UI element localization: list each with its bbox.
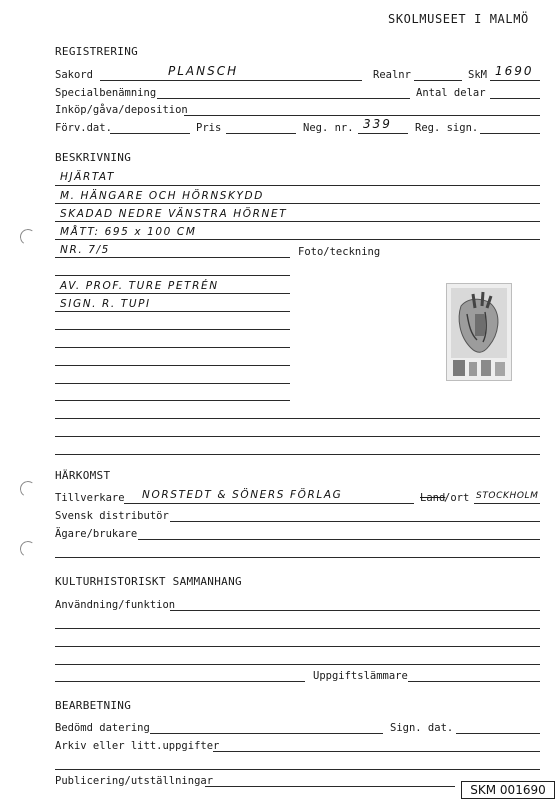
- publicering-line: [205, 786, 455, 787]
- realnr-label: Realnr: [373, 69, 411, 81]
- regsign-line: [480, 133, 540, 134]
- neg-label: Neg. nr.: [303, 122, 354, 134]
- arkiv-extra-line: [55, 769, 540, 770]
- uppgift-label: Uppgiftslämmare: [313, 670, 408, 682]
- desc-text-2: M. HÄNGARE OCH HÖRNSKYDD: [60, 190, 264, 202]
- ort-value: STOCKHOLM: [476, 491, 539, 501]
- land-label: Land: [420, 492, 446, 504]
- antal-line: [490, 98, 540, 99]
- ort-label: /ort: [444, 492, 470, 504]
- punch-hole-2: [19, 480, 38, 499]
- anvandning-label: Användning/funktion: [55, 599, 176, 611]
- section-harkomst: HÄRKOMST: [55, 469, 111, 482]
- pris-label: Pris: [196, 122, 222, 134]
- desc-line-5: [55, 257, 290, 258]
- desc-line-1: [55, 185, 540, 186]
- kultur-line-4: [55, 664, 540, 665]
- foto-label: Foto/teckning: [298, 246, 381, 258]
- signdat-label: Sign. dat.: [390, 722, 454, 734]
- kultur-line-3: [55, 646, 540, 647]
- forv-line: [110, 133, 190, 134]
- heart-diagram-thumbnail: [447, 284, 511, 380]
- desc-line-12: [55, 383, 290, 384]
- anvandning-line: [170, 610, 540, 611]
- tillverkare-label: Tillverkare: [55, 492, 125, 504]
- desc-line-16: [55, 454, 540, 455]
- sakord-label: Sakord: [55, 69, 93, 81]
- author-text-2: SIGN. R. TUPI: [60, 298, 151, 310]
- desc-line-15: [55, 436, 540, 437]
- section-kultur: KULTURHISTORISKT SAMMANHANG: [55, 575, 242, 588]
- agare-extra-line: [55, 557, 540, 558]
- datering-label: Bedömd datering: [55, 722, 150, 734]
- sakord-value: PLANSCH: [168, 64, 239, 78]
- tillverkare-value: NORSTEDT & SÖNERS FÖRLAG: [142, 489, 343, 501]
- publicering-label: Publicering/utställningar: [55, 775, 214, 787]
- desc-line-2: [55, 203, 540, 204]
- inkop-label: Inköp/gåva/deposition: [55, 104, 188, 116]
- forv-label: Förv.dat.: [55, 122, 112, 134]
- desc-line-7: [55, 293, 290, 294]
- inkop-line: [184, 115, 540, 116]
- section-beskrivning: BESKRIVNING: [55, 151, 132, 164]
- punch-hole-3: [19, 540, 38, 559]
- desc-line-4: [55, 239, 540, 240]
- neg-value: 339: [363, 117, 392, 131]
- author-text-1: AV. PROF. TURE PETRÉN: [60, 280, 219, 292]
- desc-line-6: [55, 275, 290, 276]
- catalog-number-stamp: SKM 001690: [461, 781, 555, 799]
- special-label: Specialbenämning: [55, 87, 157, 99]
- section-registrering: REGISTRERING: [55, 45, 139, 58]
- neg-line: [358, 133, 408, 134]
- kultur-line-5: [55, 681, 305, 682]
- desc-text-5: NR. 7/5: [60, 244, 110, 256]
- desc-line-11: [55, 365, 290, 366]
- desc-line-14: [55, 418, 540, 419]
- desc-text-4: MÅTT: 695 x 100 CM: [60, 226, 197, 238]
- agare-line: [138, 539, 540, 540]
- desc-line-3: [55, 221, 540, 222]
- distributor-label: Svensk distributör: [55, 510, 169, 522]
- desc-text-1: HJÄRTAT: [60, 171, 115, 183]
- desc-line-9: [55, 329, 290, 330]
- desc-line-10: [55, 347, 290, 348]
- arkiv-line: [213, 751, 540, 752]
- signdat-line: [456, 733, 540, 734]
- datering-line: [150, 733, 383, 734]
- sakord-line: [100, 80, 362, 81]
- tillverkare-line: [124, 503, 414, 504]
- regsign-label: Reg. sign.: [415, 122, 479, 134]
- skm-line: [490, 80, 540, 81]
- pris-line: [226, 133, 296, 134]
- desc-line-13: [55, 400, 290, 401]
- ort-line: [474, 503, 540, 504]
- kultur-line-2: [55, 628, 540, 629]
- arkiv-label: Arkiv eller litt.uppgifter: [55, 740, 220, 752]
- museum-title: SKOLMUSEET I MALMÖ: [388, 12, 529, 26]
- uppgift-line: [408, 681, 540, 682]
- heart-diagram-photo: [446, 283, 512, 381]
- section-bearbetning: BEARBETNING: [55, 699, 132, 712]
- realnr-line: [414, 80, 462, 81]
- agare-label: Ägare/brukare: [55, 528, 138, 540]
- antal-label: Antal delar: [416, 87, 486, 99]
- skm-label: SkM: [468, 69, 487, 81]
- distributor-line: [170, 521, 540, 522]
- punch-hole-1: [19, 228, 38, 247]
- desc-line-8: [55, 311, 290, 312]
- desc-text-3: SKADAD NEDRE VÄNSTRA HÖRNET: [60, 208, 288, 220]
- skm-value: 1690: [495, 64, 534, 78]
- special-line: [157, 98, 410, 99]
